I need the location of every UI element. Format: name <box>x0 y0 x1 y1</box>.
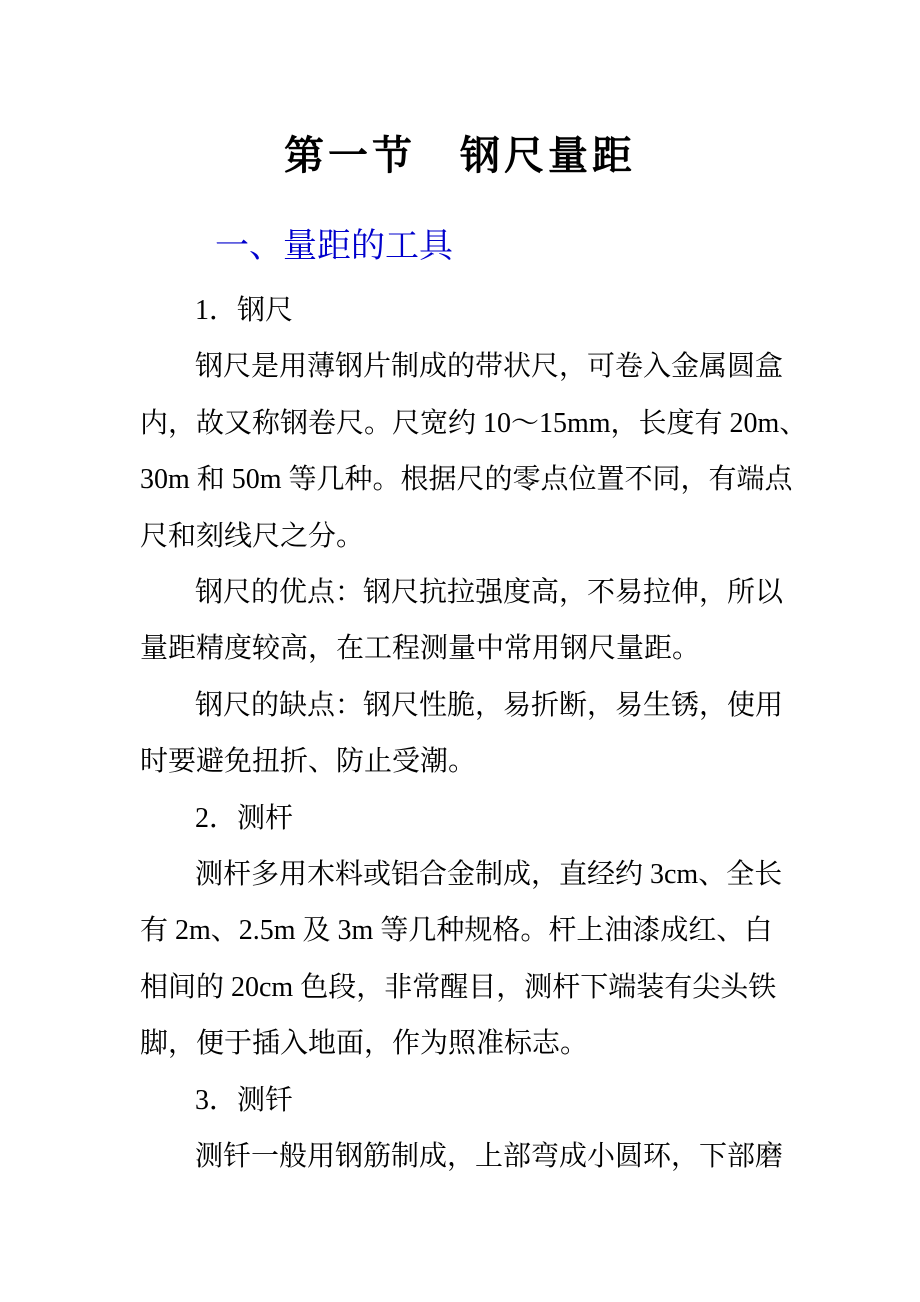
paragraph-line: 时要避免扭折、防止受潮。 <box>140 746 477 778</box>
paragraph-line: 2．测杆 <box>195 802 294 834</box>
paragraph-line: 钢尺是用薄钢片制成的带状尺，可卷入金属圆盒 <box>195 351 784 383</box>
paragraph-line: 钢尺的优点：钢尺抗拉强度高，不易拉伸，所以 <box>195 577 784 608</box>
section-heading: 一、量距的工具 <box>215 228 453 265</box>
paragraph-line: 3．测钎 <box>195 1084 294 1116</box>
paragraph-line: 30m 和 50m 等几种。根据尺的零点位置不同，有端点 <box>140 464 793 496</box>
paragraph-line: 量距精度较高，在工程测量中常用钢尺量距。 <box>140 633 701 665</box>
paragraph-line: 尺和刻线尺之分。 <box>140 520 365 552</box>
paragraph-line: 测钎一般用钢筋制成，上部弯成小圆环，下部磨 <box>195 1141 784 1172</box>
page-title: 第一节 钢尺量距 <box>284 133 636 178</box>
paragraph-line: 脚，便于插入地面，作为照准标志。 <box>140 1028 589 1060</box>
paragraph-line: 1．钢尺 <box>195 295 294 326</box>
paragraph-line: 钢尺的缺点：钢尺性脆，易折断，易生锈，使用 <box>195 689 784 721</box>
paragraph-line: 内，故又称钢卷尺。尺宽约 10～15mm，长度有 20m、 <box>140 407 808 439</box>
paragraph-line: 相间的 20cm 色段，非常醒目，测杆下端装有尖头铁 <box>140 971 777 1003</box>
paragraph-line: 有 2m、2.5m 及 3m 等几种规格。杆上油漆成红、白 <box>140 915 773 947</box>
paragraph-line: 测杆多用木料或铝合金制成，直经约 3cm、全长 <box>195 859 783 890</box>
